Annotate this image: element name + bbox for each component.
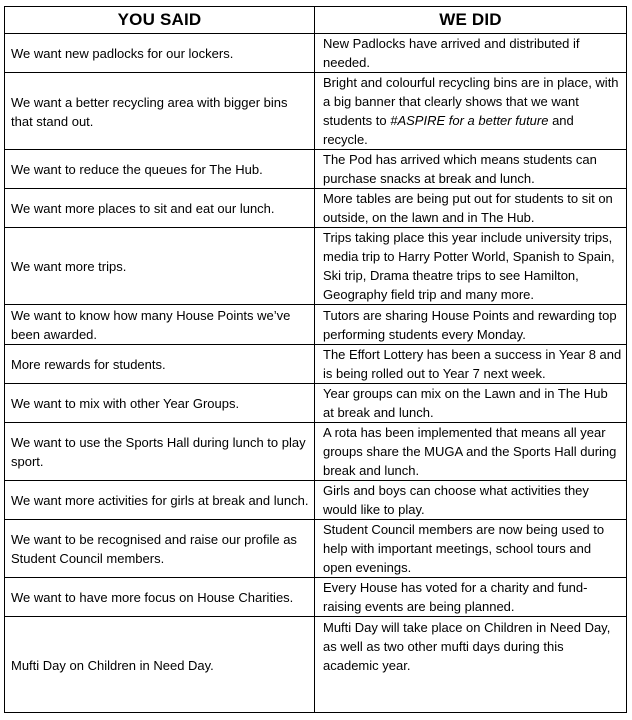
- we-did-cell: New Padlocks have arrived and distributed if needed.: [315, 34, 627, 73]
- table-row: [5, 34, 627, 73]
- table-row: [5, 617, 627, 713]
- you-said-cell: We want more places to sit and eat our lunch.: [5, 189, 315, 228]
- table-row: [5, 150, 627, 189]
- we-did-cell: Every House has voted for a charity and fund-raising events are being planned.: [315, 578, 627, 617]
- table-row: [5, 481, 627, 520]
- feedback-document: [4, 6, 626, 713]
- table-row: [5, 189, 627, 228]
- you-said-cell: We want more activities for girls at break and lunch.: [5, 481, 315, 520]
- you-said-cell: We want to know how many House Points we’ve been awarded.: [5, 305, 315, 345]
- you-said-cell: More rewards for students.: [5, 345, 315, 384]
- we-did-header: WE DID: [315, 7, 627, 34]
- you-said-cell: We want to have more focus on House Charities.: [5, 578, 315, 617]
- table-row: [5, 578, 627, 617]
- we-did-cell: A rota has been implemented that means all year groups share the MUGA and the Sports Hall during break and lunch.: [315, 423, 627, 481]
- we-did-cell: Mufti Day will take place on Children in Need Day, as well as two other mufti days during this academic year.: [315, 617, 627, 713]
- table-row: [5, 228, 627, 305]
- you-said-cell: We want to mix with other Year Groups.: [5, 384, 315, 423]
- we-did-text-start: Bright and colourful recycling bins are in place, with a big banner that clearly shows that we want students to: [323, 75, 619, 128]
- you-said-cell: We want to reduce the queues for The Hub.: [5, 150, 315, 189]
- you-said-cell: We want to use the Sports Hall during lunch to play sport.: [5, 423, 315, 481]
- table-row: [5, 345, 627, 384]
- we-did-cell: [315, 73, 627, 150]
- you-said-cell: Mufti Day on Children in Need Day.: [5, 617, 315, 713]
- table-header-row: [5, 7, 627, 34]
- table-row: [5, 305, 627, 345]
- we-did-cell: Girls and boys can choose what activities they would like to play.: [315, 481, 627, 520]
- aspire-hashtag: #ASPIRE for a better future: [390, 113, 549, 128]
- we-did-cell: Student Council members are now being used to help with important meetings, school tours and open evenings.: [315, 520, 627, 578]
- we-did-cell: More tables are being put out for students to sit on outside, on the lawn and in The Hub.: [315, 189, 627, 228]
- we-did-cell: The Effort Lottery has been a success in Year 8 and is being rolled out to Year 7 next week.: [315, 345, 627, 384]
- you-said-cell: We want to be recognised and raise our profile as Student Council members.: [5, 520, 315, 578]
- we-did-cell: The Pod has arrived which means students can purchase snacks at break and lunch.: [315, 150, 627, 189]
- you-said-header: YOU SAID: [5, 7, 315, 34]
- table-row: [5, 423, 627, 481]
- you-said-we-did-table: [4, 6, 627, 713]
- you-said-cell: We want a better recycling area with bigger bins that stand out.: [5, 73, 315, 150]
- we-did-text-end: and recycle.: [323, 113, 574, 147]
- table-row: [5, 73, 627, 150]
- we-did-cell: Trips taking place this year include university trips, media trip to Harry Potter World, Spanish to Spain, Ski trip, Drama theatre trips to see Hamilton, Geography field trip and many more.: [315, 228, 627, 305]
- you-said-cell: We want more trips.: [5, 228, 315, 305]
- we-did-cell: Year groups can mix on the Lawn and in The Hub at break and lunch.: [315, 384, 627, 423]
- you-said-cell: We want new padlocks for our lockers.: [5, 34, 315, 73]
- table-row: [5, 384, 627, 423]
- table-row: [5, 520, 627, 578]
- we-did-cell: Tutors are sharing House Points and rewarding top performing students every Monday.: [315, 305, 627, 345]
